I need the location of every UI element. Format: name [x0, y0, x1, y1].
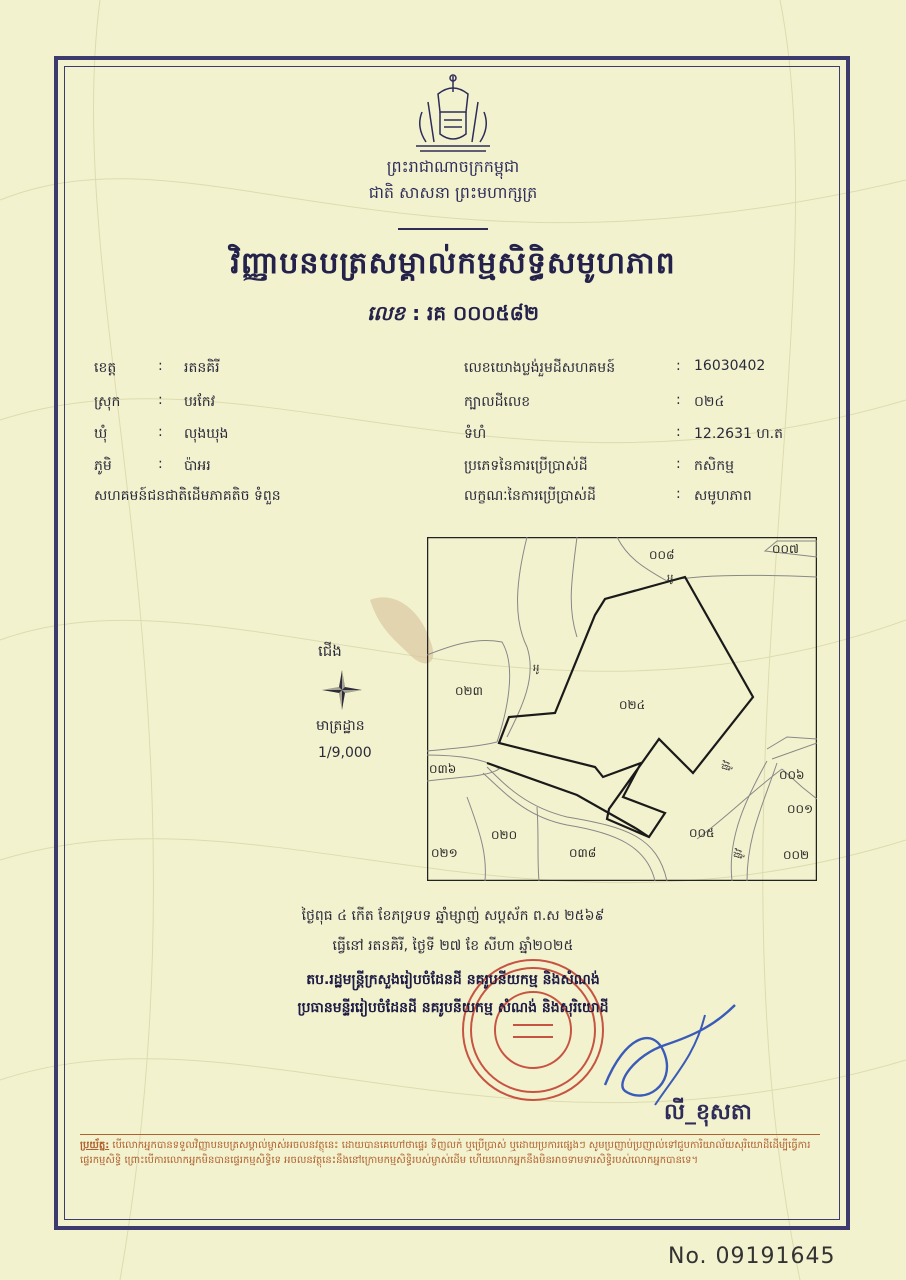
lunar-date: ថ្ងៃពុធ ៤ កើត ខែភទ្របទ ឆ្នាំម្សាញ់ សប្តស័ក ព.ស ២៥៦៩ — [301, 908, 605, 924]
field-colon: : — [676, 486, 681, 502]
certificate-title: វិញ្ញាបនបត្រសម្គាល់កម្មសិទ្ធិសមូហភាព — [230, 246, 676, 281]
field-colon: : — [158, 424, 163, 440]
parcel-label-008: ០០៨ — [649, 548, 675, 562]
number-value: រគ ០០០៥៨២ — [427, 301, 539, 325]
parcel-label-005: ០០៥ — [689, 826, 715, 840]
field-community-ref-value: 16030402 — [694, 358, 766, 374]
field-land-use-type-label: ប្រភេទនៃការប្រើប្រាស់ដី — [464, 458, 588, 474]
field-village-value: ប៉ាអរ — [184, 458, 211, 474]
field-province-value: រតនគិរី — [184, 360, 220, 376]
scale-label: មាត្រដ្ឋាន — [316, 718, 365, 734]
parcel-label-024: ០២៤ — [619, 698, 646, 712]
field-colon: : — [676, 392, 681, 408]
parcel-label-038: ០៣៨ — [569, 846, 597, 860]
header-divider — [398, 228, 488, 230]
field-province-label: ខេត្ត — [94, 360, 117, 376]
stream-label: អូ — [667, 573, 674, 584]
national-motto: ជាតិ សាសនា ព្រះមហាក្សត្រ — [368, 183, 538, 202]
field-land-use-nature-value: សមូហភាព — [694, 488, 752, 504]
field-parcel-value: ០២៤ — [694, 394, 725, 410]
field-land-use-type-value: កសិកម្ម — [694, 458, 734, 474]
field-village-label: ភូមិ — [94, 458, 112, 474]
parcel-label-023: ០២៣ — [455, 684, 483, 698]
parcel-map — [427, 537, 817, 881]
parcel-label-002: ០០២ — [783, 848, 810, 862]
stream-label: អូ — [533, 663, 540, 674]
field-colon: : — [158, 392, 163, 408]
field-colon: : — [676, 456, 681, 472]
field-district-label: ស្រុក — [94, 394, 121, 410]
field-colon: : — [676, 424, 681, 440]
scale-value: 1/9,000 — [318, 745, 372, 761]
signer-name: លី_ខុសតា — [664, 1100, 752, 1125]
field-land-use-nature-label: លក្ខណៈនៃការប្រើប្រាស់ដី — [464, 488, 596, 504]
field-colon: : — [158, 456, 163, 472]
parcel-label-020: ០២០ — [491, 828, 518, 842]
field-colon: : — [158, 358, 163, 374]
number-colon: : — [412, 301, 428, 325]
field-community-ref-label: លេខយោងប្លង់រួមដីសហគមន៍ — [464, 360, 616, 376]
royal-arms-emblem — [408, 72, 498, 154]
field-area-label: ទំហំ — [464, 426, 487, 442]
warning-note — [80, 1134, 820, 1168]
field-community-label: សហគមន៍ជនជាតិដើមភាគតិច ទំពួន — [94, 488, 281, 504]
parcel-label-006: ០០៦ — [779, 768, 805, 782]
parcel-label-021: ០២១ — [431, 846, 458, 860]
field-parcel-label: ក្បាលដីលេខ — [464, 394, 531, 410]
solar-date: ធ្វើនៅ រតនគិរី, ថ្ងៃទី ២៧ ខែ សីហា ឆ្នាំ២០២៥ — [332, 938, 574, 954]
certificate-number — [0, 300, 906, 330]
parcel-label-001: ០០១ — [787, 802, 814, 816]
kingdom-name: ព្រះរាជាណាចក្រកម្ពុជា — [386, 157, 520, 176]
field-colon: : — [676, 358, 681, 374]
note-text: បើលោកអ្នកបានទទួលវិញ្ញាបនបត្រសម្គាល់ម្ចាស់អចលនវត្ថុនេះ ដោយបានគេហៅថាផ្ទេរ ទិញលក់ ឬប្រើប្រាស់ ឬដោយប្រការផ្សេងៗ សូមប្រញាប់ប្រញាល់ទៅជួបការិយាល័យសុរិយោដីដើម្បីធ្វើការផ្ទេរកម្មសិទ្ធិ ព្រោះបើការលោកអ្នកមិនបានផ្ទេរកម្មសិទ្ធិទេ អចលនវត្ថុនេះនឹងនៅក្រោមកម្មសិទ្ធិរបស់ម្ចាស់ដើម ហើយលោកអ្នកនឹងមិនអាចទាមទារសិទ្ធិរបស់លោកអ្នកបានទេ។ — [80, 1140, 811, 1166]
parcel-label-036: ០៣៦ — [429, 762, 457, 776]
note-label: ប្រយ័ត្ន: — [80, 1140, 110, 1151]
field-commune-value: លុងឃុង — [184, 426, 229, 442]
north-label: ជើង — [318, 642, 342, 660]
road-label: ផ្លូវ — [719, 759, 734, 773]
number-label: លេខ — [367, 301, 406, 325]
serial-number: No. 09191645 — [668, 1244, 836, 1269]
parcel-label-007: ០០៧ — [772, 542, 799, 556]
north-arrow-icon — [320, 668, 364, 712]
field-area-value: 12.2631 ហ.ត — [694, 426, 784, 442]
field-district-value: បរកែវ — [184, 394, 216, 410]
official-title-line2: ប្រធានមន្ទីររៀបចំដែនដី នគរូបនីយកម្ម សំណង់ និងសុរិយោដី — [297, 1000, 609, 1016]
road-label: ផ្លូវ — [731, 847, 746, 861]
field-commune-label: ឃុំ — [94, 426, 108, 442]
official-title-line1: តប.រដ្ឋមន្ត្រីក្រសួងរៀបចំដែនដី នគរូបនីយកម្ម និងសំណង់ — [306, 972, 600, 988]
